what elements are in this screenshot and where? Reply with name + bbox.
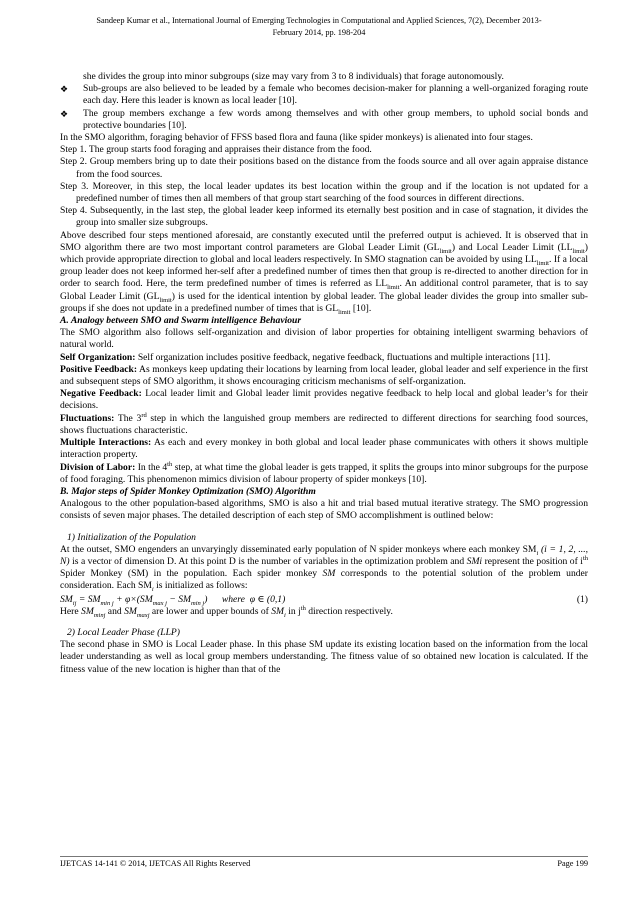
initialization-paragraph: At the outset, SMO engenders an unvaryingly disseminated early population of N spider monkeys where each monkey $SM_i$ (i = 1, 2, ..., N) is a vector of dimension D. At this point D is the number of variables in the optimization problem and SMi represent the position of $i^{th}$ Spider Monkey (SM) in the population. Each spider monkey SM corresponds to the potential solution of the problem under consideration. Each $SM_i$ is initialized as follows: [60,543,589,594]
negative-feedback-paragraph: Negative Feedback: Local leader limit and Global leader limit provides negative feedback to help local and global leader’s for their decisions. [60,388,588,412]
section-b-paragraph: Analogous to the other population-based algorithms, SMO is also a hit and trial based mutual iterative strategy. The SMO progression consists of seven major phases. The detailed description of each step of SMO accomplishment is outlined below: [60,498,588,522]
diamond-bullet-icon: ❖ [60,84,69,95]
section-a-paragraph: The SMO algorithm also follows self-organization and division of labor properties for obtaining intelligent swarming behaviors of natural world. [60,327,588,351]
diamond-bullet-icon: ❖ [60,108,69,119]
division-of-labor-paragraph: Division of Labor: In the 4th step, at what time the global leader is gets trapped, it splits the groups into minor subgroups for the purpose of food foraging. This phenomenon mimics division of labour property of spider monkeys [10]. [60,460,588,485]
footer-copyright: IJETCAS 14-141 © 2014, IJETCAS All Rights Reserved [60,859,251,868]
intro-paragraph: In the SMO algorithm, foraging behavior of FFSS based flora and fauna (like spider monkeys) is alienated into four stages. [60,132,533,144]
header-line-1: Sandeep Kumar et al., International Journal of Emerging Technologies in Computational and Applied Sciences, 7(2), December 2013- [96,16,542,25]
positive-feedback-paragraph: Positive Feedback: As monkeys keep updating their locations by learning from local leader, global leader and self experience in the first and subsequent steps of SMO algorithm, it shows encouraging criticism mechanisms of self-organization. [60,363,588,388]
equation-1 [60,594,588,606]
bullet-item: ❖ The group members exchange a few words among themselves and with other group members, to uphold social bonds and protective boundaries [10]. [60,107,588,131]
self-organization-paragraph: Self Organization: Self organization includes positive feedback, negative feedback, fluctuations and multiple interactions [11]. [60,351,551,363]
equation-expression: $SM_{ij} = SM_{min j} + \varphi\times(SM_{max j} - SM_{min j})$ where φ ∈ (0,1) [60,593,286,607]
section-heading-a: A. Analogy between SMO and Swarm intelligence Behaviour [60,315,302,327]
footer-divider [60,856,588,857]
step-item: Step 4. Subsequently, in the last step, the global leader keep informed its eternally best position and in case of stagnation, it divides the group into smaller size subgroups. [60,205,588,229]
multiple-interactions-paragraph: Multiple Interactions: As each and every monkey in both global and local leader phase communicates with others it shows multiple interaction property. [60,437,588,461]
step-item: Step 1. The group starts food foraging and appraises their distance from the food. [60,144,372,156]
section-heading-b: B. Major steps of Spider Monkey Optimization (SMO) Algorithm [60,485,316,497]
control-parameters-paragraph: Above described four steps mentioned aforesaid, are constantly executed until the preferred output is achieved. It is observed that in SMO algorithm there are two most important control parameters are Global Leader Limit $(GL_{limit})$ and Local Leader Limit $(LL_{limit})$ which provide appropriate direction to global and local leaders respectively. In SMO stagnation can be avoided by using $LL_{limit}$. If a local group leader does not keep informed her-self after a predefined number of times then that group is re-directed to another direction for in order to search food. Here, the term predefined number of times is referred as $LL_{limit}$. An additional control parameter, that is to say Global Leader Limit $(GL_{limit})$ is used for the identical intention by global leader. The global leader divides the group into smaller sub-groups if she does not update in a predefined number of times that is $GL_{limit}$ [10]. [60,229,589,316]
step-item: Step 2. Group members bring up to date their positions based on the distance from the foods source and all over again appraise distance from the food sources. [60,156,588,180]
article-body [60,71,588,676]
fluctuations-paragraph: Fluctuations: The 3rd step in which the languished group members are redirected to different directions for searching food sources, shows fluctuations characteristic. [60,411,588,436]
step-item: Step 3. Moreover, in this step, the local leader updates its best location within the group and if the location is not updated for a predefined number of times then all members of that group start searching of the food sources in different directions. [60,180,588,205]
page-number: Page 199 [557,859,588,868]
header-line-2: February 2014, pp. 198-204 [272,28,366,37]
bounds-sentence: Here $SM_{minj}$ and $SM_{maxj}$ are lower and upper bounds of $SM_i$ in $j^{th}$ direction respectively. [60,604,393,619]
running-header [40,15,598,39]
equation-number: (1) [576,593,588,605]
page-footer [60,859,588,868]
bullet-continuation: she divides the group into minor subgroups (size may vary from 3 to 8 individuals) that forage autonomously. [83,71,504,82]
bullet-item: ❖ Sub-groups are also believed to be leaded by a female who becomes decision-maker for planning a well-organized foraging route each day. Here this leader is known as local leader [10]. [60,83,588,107]
local-leader-paragraph: The second phase in SMO is Local Leader phase. In this phase SM update its existing location based on the information from the local leader understanding as well as local group members understanding. The fitness value of so obtained new location is calculated. If the fitness value of the new location is higher than that of the [60,639,588,675]
subsection-initialization: 1) Initialization of the Population [67,531,196,543]
subsection-local-leader-phase: 2) Local Leader Phase (LLP) [67,626,180,638]
